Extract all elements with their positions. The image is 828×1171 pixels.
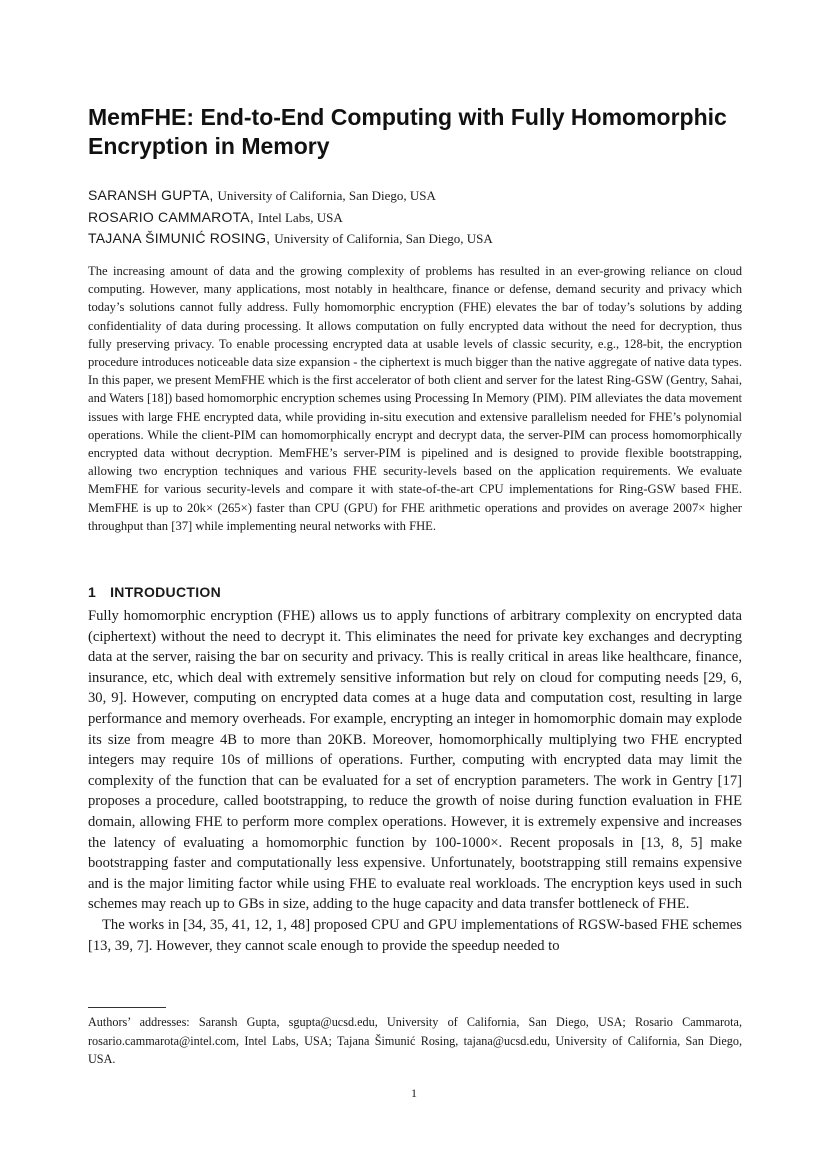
page-number: 1 bbox=[411, 1086, 417, 1100]
footnote-divider bbox=[88, 1007, 166, 1008]
section-number: 1 bbox=[88, 584, 97, 600]
body-paragraph: The works in [34, 35, 41, 12, 1, 48] proposed CPU and GPU implementations of RGSW-based FHE schemes [13, 39, 7]. However, they cannot scale enough to provide the speedup needed to bbox=[88, 916, 742, 954]
paper-title: MemFHE: End-to-End Computing with Fully Homomorphic Encryption in Memory bbox=[88, 104, 727, 159]
body-paragraph: Fully homomorphic encryption (FHE) allows us to apply functions of arbitrary complexity on encrypted data (ciphertext) without the need to decrypt it. This eliminates the need for private key exchanges and decrypting data at the server, raising the bar on security and privacy. This is really critical in areas like healthcare, finance, insurance, etc, which deal with extremely sensitive information but rely on cloud for computing needs [29, 6, 30, 9]. However, computing on encrypted data comes at a huge data and computation cost, resulting in large performance and memory overheads. For example, encrypting an integer in homomorphic domain may explode its size from meagre 4B to more than 20KB. Moreover, homomorphically multiplying two FHE encrypted integers may require 10s of millions of operations. Further, computing with encrypted data may limit the complexity of the function that can be evaluated for a set of encryption parameters. The work in Gentry [17] proposes a procedure, called bootstrapping, to reduce the growth of noise during function evaluation in FHE domain, allowing FHE to perform more complex operations. However, it is extremely expensive and increases the latency of evaluating a homomorphic function by 100-1000×. Recent proposals in [13, 8, 5] make bootstrapping faster and computationally less expensive. Unfortunately, bootstrapping still remains expensive and is the major limiting factor while using FHE to evaluate real workloads. The encryption keys used in such schemes may reach up to GBs in size, adding to the huge capacity and data transfer bottleneck of FHE. bbox=[88, 608, 742, 913]
author-name: TAJANA ŠIMUNIĆ ROSING, bbox=[88, 230, 271, 246]
author-entry bbox=[88, 230, 748, 252]
author-affiliation: University of California, San Diego, USA bbox=[274, 231, 493, 246]
author-affiliation: University of California, San Diego, USA bbox=[217, 188, 436, 203]
section-title: INTRODUCTION bbox=[110, 584, 222, 600]
section-heading bbox=[88, 584, 221, 600]
section-body bbox=[88, 606, 742, 956]
abstract-text: The increasing amount of data and the growing complexity of problems has resulted in an ever-growing reliance on cloud computing. However, many applications, most notably in healthcare, finance or defense, demand security and privacy which today’s solutions cannot fully address. Fully homomorphic encryption (FHE) elevates the bar of today’s solutions by adding confidentiality of data during processing. It allows computation on fully encrypted data without the need for decryption, thus fully preserving privacy. To enable processing encrypted data at usable levels of classic security, e.g., 128-bit, the encryption procedure introduces noticeable data size expansion - the ciphertext is much bigger than the native aggregate of native data types. In this paper, we present MemFHE which is the first accelerator of both client and server for the latest Ring-GSW (Gentry, Sahai, and Waters [18]) based homomorphic encryption schemes using Processing In Memory (PIM). PIM alleviates the data movement issues with large FHE encrypted data, while providing in-situ execution and extensive parallelism needed for FHE’s polynomial operations. While the client-PIM can homomorphically encrypt and decrypt data, the server-PIM can process homomorphically encrypted data without decryption. MemFHE’s server-PIM is pipelined and is designed to provide flexible bootstrapping, allowing two encryption techniques and various FHE security-levels based on the application requirements. We evaluate MemFHE for various security-levels and compare it with state-of-the-art CPU implementations for Ring-GSW based FHE. MemFHE is up to 20k× (265×) faster than CPU (GPU) for FHE arithmetic operations and provides on average 2007× higher throughput than [37] while implementing neural networks with FHE. bbox=[88, 264, 742, 533]
author-name: ROSARIO CAMMAROTA, bbox=[88, 208, 254, 225]
author-list bbox=[88, 187, 748, 252]
author-entry bbox=[88, 209, 748, 231]
author-entry bbox=[88, 187, 748, 209]
author-name: SARANSH GUPTA, bbox=[88, 187, 214, 203]
author-address-footnote: Authors’ addresses: Saransh Gupta, sgupta@ucsd.edu, University of California, San Diego, USA; Rosario Cammarota, rosario.cammarota@intel.com, Intel Labs, USA; Tajana Šimunić Rosing, tajana@ucsd.edu, University of California, San Diego, USA. bbox=[88, 1015, 742, 1067]
author-affiliation: Intel Labs, USA bbox=[257, 209, 343, 225]
